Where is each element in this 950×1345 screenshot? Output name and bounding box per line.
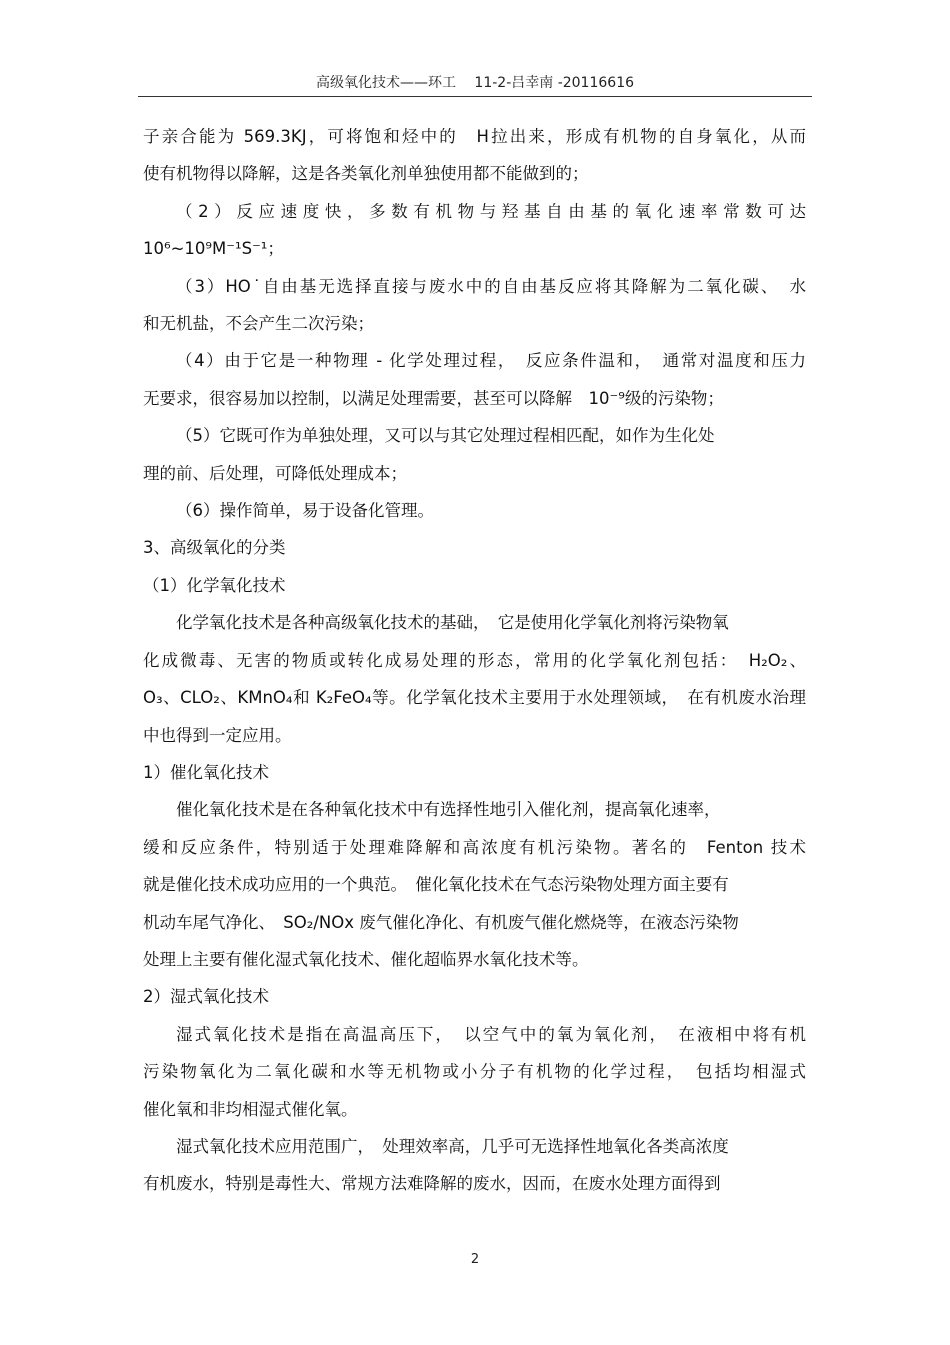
paragraph-line: 使有机物得以降解，这是各类氧化剂单独使用都不能做到的； [143,164,589,184]
paragraph-line: O₃、CLO₂、KMnO₄和 K₂FeO₄等。化学氧化技术主要用于水处理领域， 在有机废水治理 [143,688,806,708]
paragraph-line: 处理上主要有催化湿式氧化技术、催化超临界水氧化技术等。 [143,949,589,969]
paragraph-line: 缓和反应条件，特别适于处理难降解和高浓度有机污染物。著名的 Fenton 技术 [143,837,806,857]
subsection-heading: 2）湿式氧化技术 [143,987,269,1007]
paragraph-line: 化成微毒、无害的物质或转化成易处理的形态，常用的化学氧化剂包括： H₂O₂、 [143,650,806,670]
paragraph-line: 催化氧化技术是在各种氧化技术中有选择性地引入催化剂，提高氧化速率， [176,800,721,820]
paragraph-line: 就是催化技术成功应用的一个典范。 催化氧化技术在气态污染物处理方面主要有 [143,875,729,895]
page-number: 2 [470,1252,480,1267]
paragraph-line: 湿式氧化技术应用范围广， 处理效率高，几乎可无选择性地氧化各类高浓度 [176,1136,729,1156]
page-content [143,118,806,1203]
section-heading: 3、高级氧化的分类 [143,538,286,558]
paragraph-line: 机动车尾气净化、 SO₂/NOx 废气催化净化、有机废气催化燃烧等，在液态污染物 [143,912,739,932]
paragraph-line: （3）HO˙自由基无选择直接与废水中的自由基反应将其降解为二氧化碳、 水 [176,276,806,296]
paragraph-line: 无要求，很容易加以控制，以满足处理需要，甚至可以降解 10⁻⁹级的污染物； [143,388,724,408]
page-header: 高级氧化技术——环工 11-2-吕幸南 -20116616 [315,75,635,91]
paragraph-line: （6）操作简单，易于设备化管理。 [176,501,434,521]
paragraph-line: 湿式氧化技术是指在高温高压下， 以空气中的氧为氧化剂， 在液相中将有机 [176,1024,806,1044]
paragraph-line: 中也得到一定应用。 [143,725,292,745]
paragraph-line: 催化氧和非均相湿式催化氧。 [143,1099,358,1119]
paragraph-line: 污染物氧化为二氧化碳和水等无机物或小分子有机物的化学过程， 包括均相湿式 [143,1062,806,1082]
header-rule [138,96,812,97]
paragraph-line: 有机废水，特别是毒性大、常规方法难降解的废水，因而，在废水处理方面得到 [143,1174,721,1194]
paragraph-line: 和无机盐，不会产生二次污染； [143,314,374,334]
subsection-heading: （1）化学氧化技术 [143,575,286,595]
paragraph-line: 10⁶~10⁹M⁻¹S⁻¹； [143,239,284,259]
paragraph-line: （5）它既可作为单独处理，又可以与其它处理过程相匹配，如作为生化处 [176,426,715,446]
paragraph-line: 化学氧化技术是各种高级氧化技术的基础， 它是使用化学氧化剂将污染物氧 [176,613,729,633]
paragraph-line: （2）反应速度快，多数有机物与羟基自由基的氧化速率常数可达 [176,201,806,221]
subsection-heading: 1）催化氧化技术 [143,762,269,782]
paragraph-line: （4）由于它是一种物理 - 化学处理过程， 反应条件温和， 通常对温度和压力 [176,351,806,371]
paragraph-line: 理的前、后处理，可降低处理成本； [143,463,407,483]
paragraph-line: 子亲合能为 569.3KJ，可将饱和烃中的 H拉出来，形成有机物的自身氧化，从而 [143,127,806,146]
